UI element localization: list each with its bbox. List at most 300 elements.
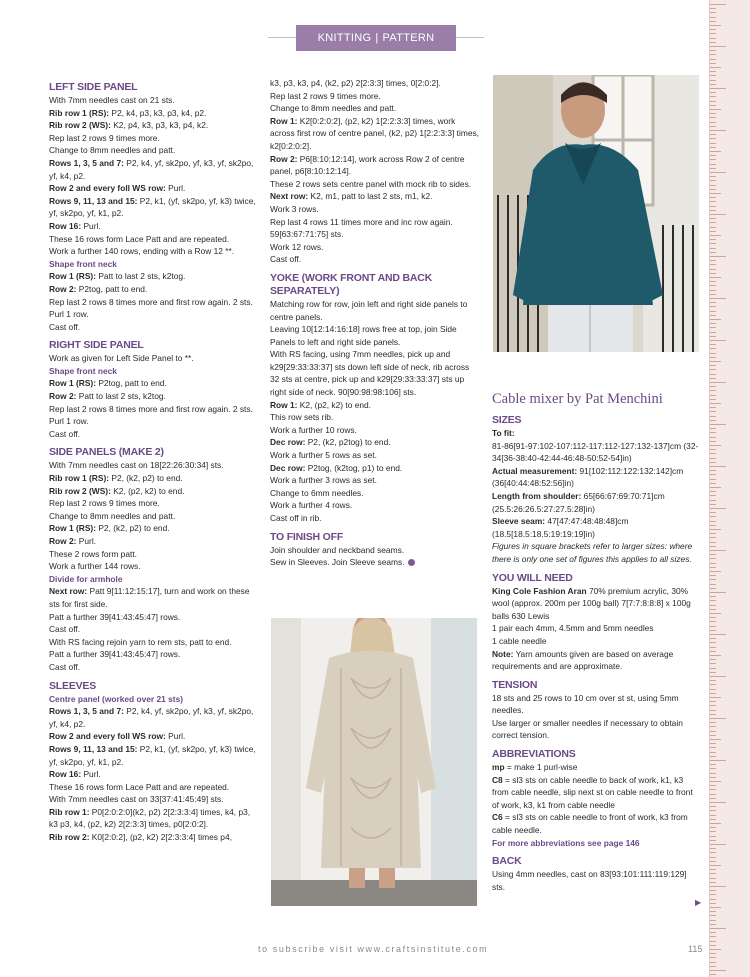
row-label: Rows 9, 11, 13 and 15: [49, 195, 138, 206]
instruction-line [492, 515, 700, 540]
ruler-tick [710, 109, 721, 110]
row-text: P2, k4, yf, sk2po, yf, k3, yf, sk2po, yf, k4, p2. [49, 157, 254, 181]
instruction-line: 18 sts and 25 rows to 10 cm over st st, using 5mm needles. [492, 692, 679, 716]
end-bullet-icon [408, 559, 415, 566]
instruction-line [270, 399, 479, 412]
ruler-tick [710, 768, 716, 769]
subsection-label: PATTERN INSTRUCTIONS [332, 32, 435, 70]
instruction-line [49, 730, 261, 743]
ruler-tick [710, 684, 716, 685]
ruler-tick [710, 777, 716, 778]
ruler-tick [710, 537, 716, 538]
ruler-tick [710, 63, 716, 64]
ruler-tick [710, 458, 716, 459]
instruction-line: Rep last 4 rows 11 times more and inc row again. 59[63:67:71:75] sts. [270, 216, 453, 240]
ruler-tick [710, 903, 716, 904]
ruler-tick [710, 495, 716, 496]
ruler-tick [710, 101, 716, 102]
ruler-tick [710, 844, 726, 845]
row-label: Row 2: [49, 283, 77, 294]
row-label: Rows 9, 11, 13 and 15: [49, 743, 138, 754]
ruler-tick [710, 802, 726, 803]
instruction-line: Work 12 rows. [270, 241, 324, 252]
ruler-tick [710, 756, 716, 757]
ruler-tick [710, 500, 716, 501]
row-text: Patt to last 2 sts, k2tog. [76, 391, 166, 402]
heading-yoke: YOKE (WORK FRONT AND BACK SEPARATELY) [270, 271, 433, 297]
ruler-tick [710, 932, 716, 933]
ruler-tick [710, 411, 716, 412]
ruler-tick [710, 332, 716, 333]
ruler-tick [710, 731, 716, 732]
row-text: P2tog, patt to end. [96, 378, 167, 389]
ruler-tick [710, 88, 726, 89]
ruler-tick [710, 823, 721, 824]
ruler-tick [710, 974, 716, 975]
ruler-tick [710, 953, 716, 954]
instruction-line: 81-86[91-97:102-107:112-117:112-127:132-137]cm (32-34[36-38:40-42:44-46:48-50:52-54]in) [492, 440, 699, 464]
instruction-line: With 7mm needles cast on 21 sts. [49, 95, 175, 105]
instruction-line: Change to 8mm needles and patt. [270, 103, 397, 114]
ruler-tick [710, 462, 716, 463]
ruler-tick [710, 487, 721, 488]
ruler-tick [710, 966, 716, 967]
row-label: Row 16: [49, 220, 82, 231]
ruler-tick [710, 264, 716, 265]
heading-sizes: SIZES [492, 414, 522, 426]
instruction-line: Change to 8mm needles and patt. [49, 510, 176, 521]
ruler-tick [710, 239, 716, 240]
ruler-tick [710, 806, 716, 807]
heading-side-panels: SIDE PANELS (MAKE 2) [49, 446, 164, 459]
ruler-tick [710, 386, 716, 387]
row-text: = sl3 sts on cable needle to front of work, k3 from cable needle. [492, 812, 688, 836]
ruler-tick [710, 185, 716, 186]
instruction-line: 1 cable needle [492, 635, 547, 646]
instruction-line: Cast off. [49, 321, 81, 332]
row-text: P2tog, patt to end. [76, 283, 148, 294]
heading-you-will-need: YOU WILL NEED [492, 571, 573, 584]
ruler-tick [710, 147, 716, 148]
ruler-tick [710, 907, 721, 908]
row-text: P2, k1, (yf, sk2po, yf, k3) twice, yf, sk2po, yf, k1, p2. [49, 195, 256, 219]
ruler-tick [710, 516, 716, 517]
heading-tension: TENSION [492, 678, 538, 691]
row-text: K0[2:0:2], (p2, k2) 2[2:3:3:4] times p4, [89, 832, 232, 843]
instruction-line [49, 377, 261, 390]
ruler-tick [710, 143, 716, 144]
ruler-tick [710, 617, 716, 618]
ruler-tick [710, 550, 726, 551]
ruler-tick [710, 29, 716, 30]
row-label: Rib row 1 (RS): [49, 107, 110, 118]
instruction-line: With 7mm needles cast on 33[37:41:45:49] sts. [49, 794, 224, 805]
ruler-tick [710, 378, 716, 379]
instruction-line [49, 195, 261, 220]
row-text: Purl. [81, 769, 101, 780]
row-label: Next row: [270, 191, 309, 202]
instruction-line [49, 283, 261, 296]
ruler-tick [710, 340, 726, 341]
ruler-tick [710, 327, 716, 328]
ruler-tick [710, 231, 716, 232]
instruction-line: Cast off. [49, 428, 81, 439]
ruler-tick [710, 138, 716, 139]
ruler-tick [710, 50, 716, 51]
instruction-line: Sew in Sleeves. Join Sleeve seams. [270, 556, 479, 569]
ruler-tick [710, 655, 721, 656]
instruction-line: k3, p3, k3, p4, (k2, p2) 2[2:3:3] times, 0[2:0:2]. [270, 78, 441, 88]
instruction-line: This row sets rib. [270, 412, 334, 423]
row-text: P2, (k2, p2) to end. [109, 473, 183, 484]
instruction-line: Rep last 2 rows 9 times more. [49, 498, 160, 509]
ruler-tick [710, 600, 716, 601]
ruler-tick [710, 676, 726, 677]
row-text: K2[0:2:0:2], (p2, k2) 1[2:2:3:3] times, work across first row of centre panel, (k2, p2) 1[2:2:3:3] times, k2[0:2:0:2]. [270, 115, 479, 151]
ruler-tick [710, 399, 716, 400]
ruler-tick [710, 21, 716, 22]
instruction-line [492, 427, 700, 440]
row-text: = make 1 purl-wise [504, 762, 578, 773]
ruler-tick [710, 861, 716, 862]
ruler-tick [710, 735, 716, 736]
ruler-tick [710, 323, 716, 324]
instruction-line: Rep last 2 rows 9 times more. [49, 132, 160, 143]
ruler-tick [710, 369, 716, 370]
section-label: KNITTING [317, 32, 372, 44]
ruler-tick [710, 189, 716, 190]
ruler-tick [710, 4, 726, 5]
ruler-tick [710, 857, 716, 858]
ruler-tick [710, 584, 716, 585]
ruler-tick [710, 38, 716, 39]
ruler-tick [710, 302, 716, 303]
row-label: Rib row 2: [49, 832, 90, 843]
ruler-tick [710, 865, 721, 866]
ruler-tick [710, 936, 716, 937]
heading-right-side-panel: RIGHT SIDE PANEL [49, 339, 144, 352]
instruction-line: Purl 1 row. [49, 416, 89, 427]
instruction-line: Work 3 rows. [270, 203, 319, 214]
instruction-line: Change to 6mm needles. [270, 487, 364, 498]
row-text: K2, p4, k3, p3, k3, p4, k2. [110, 120, 209, 131]
instruction-line [49, 705, 261, 730]
ruler-tick [710, 710, 716, 711]
ruler-tick [710, 760, 726, 761]
instruction-line: Cast off. [49, 624, 81, 635]
ruler-tick [710, 256, 726, 257]
ruler-tick [710, 243, 716, 244]
row-text: 91[102:112:122:132:142]cm (36[40:44:48:52:56]in) [492, 465, 684, 489]
ruler-tick [710, 67, 721, 68]
heading-to-finish-off: TO FINISH OFF [270, 530, 344, 543]
ruler-tick [710, 563, 716, 564]
instruction-line [49, 743, 261, 768]
instruction-line: Cast off. [270, 254, 302, 265]
row-label: Row 16: [49, 769, 82, 780]
ruler-tick [710, 873, 716, 874]
row-label: Row 2 and every foll WS row: [49, 731, 166, 742]
subscribe-footer: to subscribe visit www.craftsinstitute.com [258, 944, 489, 954]
ruler-tick [710, 214, 726, 215]
heading-back: BACK [492, 855, 522, 868]
ruler-tick [710, 193, 721, 194]
instruction-line: These 2 rows form patt. [49, 548, 137, 559]
row-label: Row 1 (RS): [49, 523, 96, 534]
ruler-tick [710, 773, 716, 774]
ruler-tick [710, 886, 726, 887]
instruction-line [270, 115, 479, 153]
ruler-tick [710, 924, 716, 925]
instruction-line: Leaving 10[12:14:16:18] rows free at top, join Side Panels to left and right side panels. [270, 324, 457, 347]
ruler-tick [710, 915, 716, 916]
ruler-tick [710, 46, 726, 47]
ruler-tick [710, 529, 721, 530]
ruler-tick [710, 180, 716, 181]
ruler-tick [710, 928, 726, 929]
ruler-tick [710, 836, 716, 837]
ruler-tick [710, 668, 716, 669]
ruler-tick [710, 17, 716, 18]
ruler-tick [710, 621, 716, 622]
ruler-tick [710, 546, 716, 547]
ruler-tick [710, 479, 716, 480]
ruler-tick [710, 726, 716, 727]
instruction-line [492, 648, 700, 673]
instruction-line: Work a further 10 rows. [270, 424, 357, 435]
instruction-line: Purl 1 row. [49, 309, 89, 320]
ruler-tick [710, 252, 716, 253]
instruction-line: Work a further 140 rows, ending with a Row 12 **. [49, 246, 235, 257]
continue-arrow-icon: ▶ [695, 898, 702, 907]
ruler-tick [710, 890, 716, 891]
instruction-line [492, 761, 700, 774]
ruler-tick [710, 962, 716, 963]
ruler-tick [710, 945, 716, 946]
column-right [492, 390, 700, 893]
ruler-tick [710, 315, 716, 316]
ruler-tick [710, 794, 716, 795]
ruler-tick [710, 294, 716, 295]
ruler-tick [710, 689, 716, 690]
instruction-line: Change to 8mm needles and patt. [49, 145, 176, 156]
ruler-tick [710, 575, 716, 576]
ruler-tick [710, 357, 716, 358]
instruction-line [49, 585, 261, 610]
ruler-tick [710, 747, 716, 748]
ruler-tick [710, 96, 716, 97]
ruler-tick [710, 25, 721, 26]
row-text: P0[2:0:2:0](k2, p2) 2[2:3:3:4] times, k4, p3, k3 p3, k4, (p2, k2) 2[2:3:3] times, p0[2:0:2]. [49, 806, 251, 830]
ruler-tick [710, 260, 716, 261]
subheading-divide-armhole: Divide for armhole [49, 573, 123, 584]
instruction-line: Work a further 4 rows. [270, 500, 353, 511]
row-text: Patt 9[11:12:15:17], turn and work on these sts for first side. [49, 586, 250, 609]
row-label: mp [492, 762, 505, 773]
ruler-tick [710, 571, 721, 572]
ruler-tick [710, 151, 721, 152]
row-label: Sleeve seam: [492, 516, 546, 527]
row-label: Row 2: [49, 391, 77, 402]
instruction-line [49, 472, 261, 485]
instruction-line [270, 462, 479, 475]
ruler-tick [710, 949, 721, 950]
ruler-tick [710, 416, 716, 417]
ruler-tick [710, 659, 716, 660]
row-text: 47[47:47:48:48:48]cm (18.5[18.5:18.5:19:19:19]in) [492, 516, 629, 539]
ruler-tick [710, 290, 716, 291]
ruler-tick [710, 554, 716, 555]
instruction-line [492, 811, 700, 836]
instruction-line: 1 pair each 4mm, 4.5mm and 5mm needles [492, 623, 654, 634]
instruction-line [49, 535, 261, 548]
ruler-tick [710, 319, 721, 320]
ruler-tick [710, 407, 716, 408]
instruction-line: Rep last 2 rows 8 times more and first row again. 2 sts. [49, 296, 253, 307]
instruction-line: Patt a further 39[41:43:45:47] rows. [49, 649, 181, 660]
ruler-tick [710, 470, 716, 471]
ruler-tick [710, 869, 716, 870]
ruler-tick [710, 306, 716, 307]
ruler-tick [710, 701, 716, 702]
ruler-tick [710, 672, 716, 673]
row-text: P2, (k2, p2) to end. [96, 523, 170, 534]
ruler-tick [710, 453, 716, 454]
column-left [49, 75, 261, 844]
ruler-tick [710, 693, 716, 694]
ruler-tick [710, 798, 716, 799]
ruler-tick [710, 878, 716, 879]
ruler-tick [710, 201, 716, 202]
instruction-line [270, 190, 479, 203]
ruler-tick [710, 432, 716, 433]
row-text: P2, k4, yf, sk2po, yf, k3, yf, sk2po, yf, k4, p2. [49, 706, 254, 729]
ruler-tick [710, 172, 726, 173]
ruler-tick [710, 483, 716, 484]
row-text: P2, k4, p3, k3, p3, k4, p2. [109, 107, 207, 118]
ruler-tick [710, 365, 716, 366]
row-label: Dec row: [270, 462, 306, 473]
ruler-tick [710, 311, 716, 312]
ruler-tick [710, 54, 716, 55]
ruler-tick [710, 911, 716, 912]
ruler-tick [710, 848, 716, 849]
ruler-tick [710, 642, 716, 643]
ruler-tick [710, 596, 716, 597]
instruction-line: These 2 rows sets centre panel with mock rib to sides. [270, 178, 472, 189]
ruler-tick [710, 12, 716, 13]
ruler-tick [710, 605, 716, 606]
ruler-tick [710, 663, 716, 664]
ruler-tick [710, 113, 716, 114]
instruction-line [492, 465, 700, 490]
ruler-tick [710, 159, 716, 160]
ruler-tick [710, 126, 716, 127]
ruler-tick [710, 752, 716, 753]
ruler-tick [710, 781, 721, 782]
ruler-tick [710, 374, 716, 375]
row-label: C8 [492, 774, 503, 785]
ruler-tick [710, 743, 716, 744]
ruler-tick [710, 33, 716, 34]
ruler-tick [710, 449, 716, 450]
instruction-line [49, 119, 261, 132]
subheading-shape-front-neck: Shape front neck [49, 258, 117, 269]
heading-left-side-panel: LEFT SIDE PANEL [49, 81, 138, 93]
ruler-tick [710, 680, 716, 681]
instruction-line [49, 220, 261, 233]
row-label: C6 [492, 812, 503, 823]
ruler-tick [710, 210, 716, 211]
row-label: Rib row 1: [49, 806, 90, 817]
ruler-tick [710, 588, 716, 589]
row-text: K2, (p2, k2) to end. [297, 399, 372, 410]
ruler-tick [710, 75, 716, 76]
ruler-tick [710, 504, 716, 505]
page-ruler [709, 0, 750, 977]
ruler-tick [710, 810, 716, 811]
ruler-tick [710, 277, 721, 278]
ruler-tick [710, 130, 726, 131]
instruction-line [270, 436, 479, 449]
ruler-tick [710, 428, 716, 429]
ruler-tick [710, 579, 716, 580]
ruler-tick [710, 626, 716, 627]
page-number: 115 [688, 944, 703, 954]
ruler-tick [710, 382, 726, 383]
row-label: Note: [492, 648, 514, 659]
ruler-tick [710, 491, 716, 492]
instruction-line [49, 107, 261, 120]
row-text: K2, m1, patt to last 2 sts, m1, k2. [308, 191, 433, 202]
row-label: To fit: [492, 428, 515, 438]
ruler-tick [710, 474, 716, 475]
ruler-tick [710, 80, 716, 81]
ruler-tick [710, 105, 716, 106]
ruler-tick [710, 176, 716, 177]
ruler-tick [710, 533, 716, 534]
header-rule-left [268, 37, 296, 38]
instruction-line: With RS facing, using 7mm needles, pick up and k29[29:33:33:37] sts down left side of neck, rib across 32 sts at centre, pick up and k29[29:33:33:37] sts up right side of neck. 90[90:98:98:106] sts. [270, 349, 470, 398]
ruler-tick [710, 789, 716, 790]
row-label: Dec row: [270, 437, 306, 448]
ruler-tick [710, 647, 716, 648]
ruler-tick [710, 298, 726, 299]
ruler-tick [710, 941, 716, 942]
ruler-tick [710, 542, 716, 543]
ruler-tick [710, 638, 716, 639]
subheading-shape-front-neck: Shape front neck [49, 365, 117, 376]
row-label: Row 2: [270, 153, 298, 164]
ruler-tick [710, 718, 726, 719]
instruction-line: With RS facing rejoin yarn to rem sts, patt to end. [49, 636, 232, 647]
ruler-tick [710, 235, 721, 236]
ruler-tick [710, 59, 716, 60]
ruler-tick [710, 361, 721, 362]
instruction-line: Cast off in rib. [270, 513, 322, 523]
pattern-title: Cable mixer by Pat Menchini [492, 391, 663, 407]
ruler-tick [710, 899, 716, 900]
ruler-tick [710, 8, 716, 9]
instruction-line [492, 774, 700, 812]
row-text: P6[8:10:12:14], work across Row 2 of centre panel, p6[8:10:12:14]. [270, 153, 465, 177]
ruler-tick [710, 395, 716, 396]
ruler-tick [710, 353, 716, 354]
instruction-line: Work a further 144 rows. [49, 561, 141, 572]
ruler-tick [710, 403, 721, 404]
instruction-line: With 7mm needles cast on 18[22:26:30:34] sts. [49, 460, 224, 471]
instruction-line: These 16 rows form Lace Patt and are repeated. [49, 781, 230, 792]
